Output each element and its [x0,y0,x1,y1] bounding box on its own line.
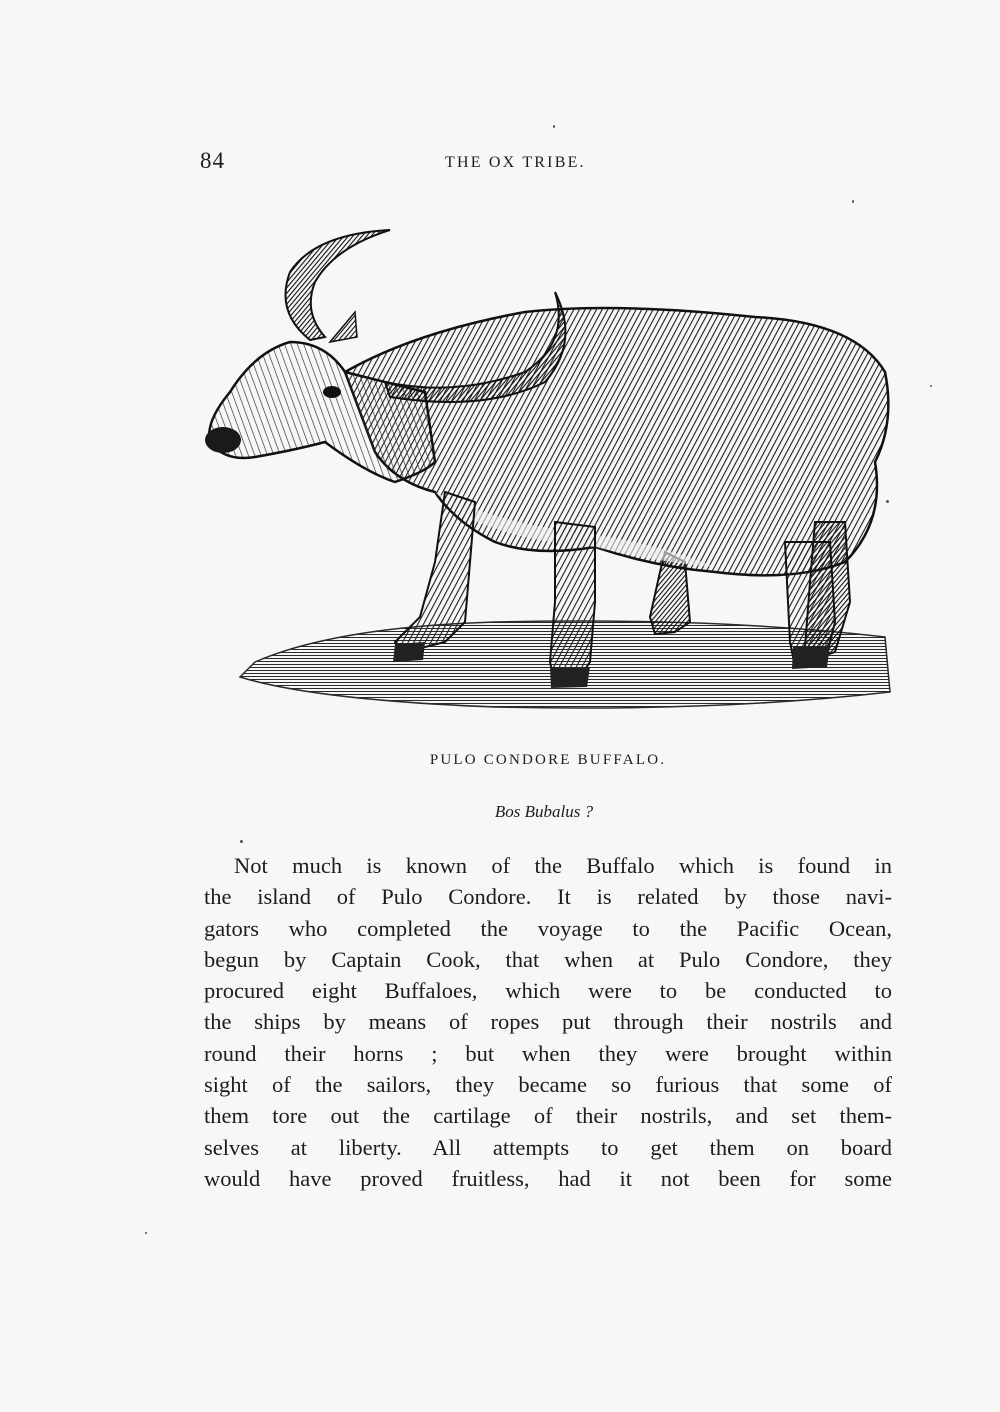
text-line: sight of the sailors, they became so furious that some of [204,1072,892,1098]
text-line: the ships by means of ropes put through their nostrils and [204,1009,892,1035]
text-line: them tore out the cartilage of their nostrils, and set them- [204,1103,892,1129]
scan-speck [852,200,854,203]
page-number: 84 [200,148,225,173]
scan-speck [145,1232,147,1234]
text-line: Not much is known of the Buffalo which is found in [234,853,892,878]
body-paragraph [204,850,892,1194]
scan-speck [930,385,932,387]
scan-speck [240,840,243,843]
running-title: THE OX TRIBE. [445,154,586,171]
figure-scientific-name: Bos Bubalus ? [494,802,594,821]
text-line: procured eight Buffaloes, which were to be conducted to [204,978,892,1004]
scan-speck [886,500,889,503]
text-line: selves at liberty. All attempts to get them on board [204,1134,892,1160]
text-line: gators who completed the voyage to the Pacific Ocean, [204,915,892,941]
text-line: begun by Captain Cook, that when at Pulo Condore, they [204,946,892,972]
text-line: the island of Pulo Condore. It is related by those navi- [204,884,892,910]
scan-speck [553,125,555,128]
buffalo-engraving [195,222,895,722]
text-line: round their horns ; but when they were brought within [204,1040,892,1066]
text-line: would have proved fruitless, had it not been for some [204,1165,892,1191]
figure-caption: PULO CONDORE BUFFALO. [429,752,667,768]
